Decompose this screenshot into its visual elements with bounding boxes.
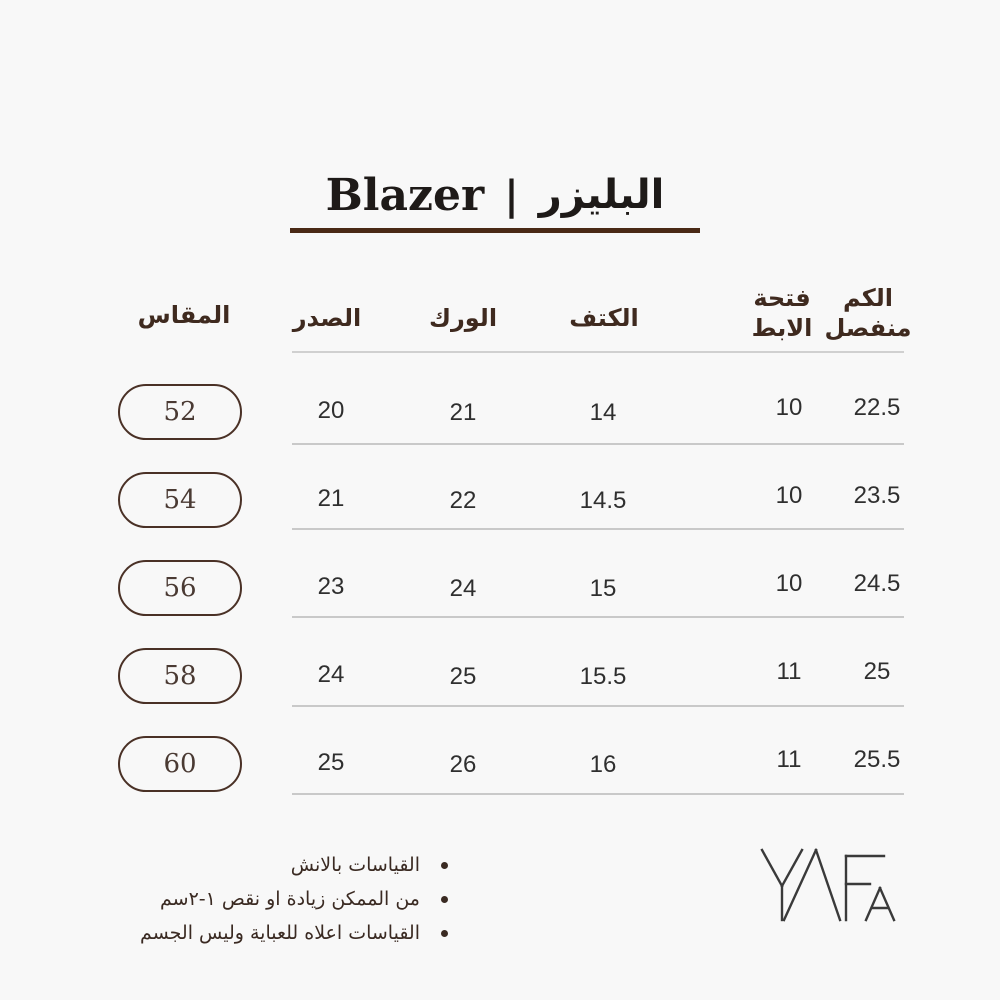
column-header-sleeve [825,283,912,343]
table-cell-shoulder: 14 [589,399,617,426]
table-cell-chest: 25 [317,749,345,776]
row-divider [292,705,904,707]
table-cell-armhole: 10 [775,570,803,597]
size-pill: 60 [118,736,242,792]
title-separator: | [504,171,519,219]
row-divider [292,528,904,530]
note-item: من الممكن زيادة او نقص ١-٢سم [110,882,450,916]
table-cell-hip: 24 [449,575,477,602]
size-pill: 58 [118,648,242,704]
column-header-armhole-line1: فتحة [753,284,811,312]
table-cell-chest: 23 [317,573,345,600]
note-item: القياسات بالانش [110,848,450,882]
table-cell-armhole: 10 [775,482,803,509]
title-arabic: البليزر [538,172,665,218]
column-header-armhole [752,283,813,343]
table-cell-chest: 20 [317,397,345,424]
table-cell-armhole: 11 [776,658,802,685]
page-title [292,165,698,225]
size-pill: 52 [118,384,242,440]
note-item: القياسات اعلاه للعباية وليس الجسم [110,916,450,950]
column-header-size: المقاس [137,301,231,329]
row-divider [292,443,904,445]
table-cell-hip: 26 [449,751,477,778]
table-cell-sleeve: 23.5 [853,482,901,509]
notes-list [110,848,450,950]
table-cell-shoulder: 15.5 [579,663,627,690]
table-cell-shoulder: 14.5 [579,487,627,514]
table-cell-chest: 24 [317,661,345,688]
table-cell-shoulder: 16 [589,751,617,778]
title-english: Blazer [325,169,485,221]
table-cell-hip: 25 [449,663,477,690]
column-header-chest: الصدر [292,304,362,332]
size-pill: 56 [118,560,242,616]
column-header-armhole-line2: الابط [751,314,813,342]
column-header-sleeve-line1: الكم [842,284,893,312]
row-divider [292,616,904,618]
yafa-logo [758,848,898,923]
table-cell-sleeve: 22.5 [853,394,901,421]
table-cell-hip: 22 [449,487,477,514]
header-divider [292,351,904,353]
column-header-shoulder: الكتف [569,304,639,332]
row-divider [292,793,904,795]
table-cell-hip: 21 [449,399,477,426]
table-cell-armhole: 11 [776,746,802,773]
size-pill: 54 [118,472,242,528]
table-cell-sleeve: 25 [863,658,891,685]
title-underline [290,228,700,233]
table-cell-sleeve: 25.5 [853,746,901,773]
column-header-hip: الورك [428,304,498,332]
table-cell-shoulder: 15 [589,575,617,602]
column-header-sleeve-line2: منفصل [824,314,912,342]
table-cell-sleeve: 24.5 [853,570,901,597]
table-cell-armhole: 10 [775,394,803,421]
table-cell-chest: 21 [317,485,345,512]
